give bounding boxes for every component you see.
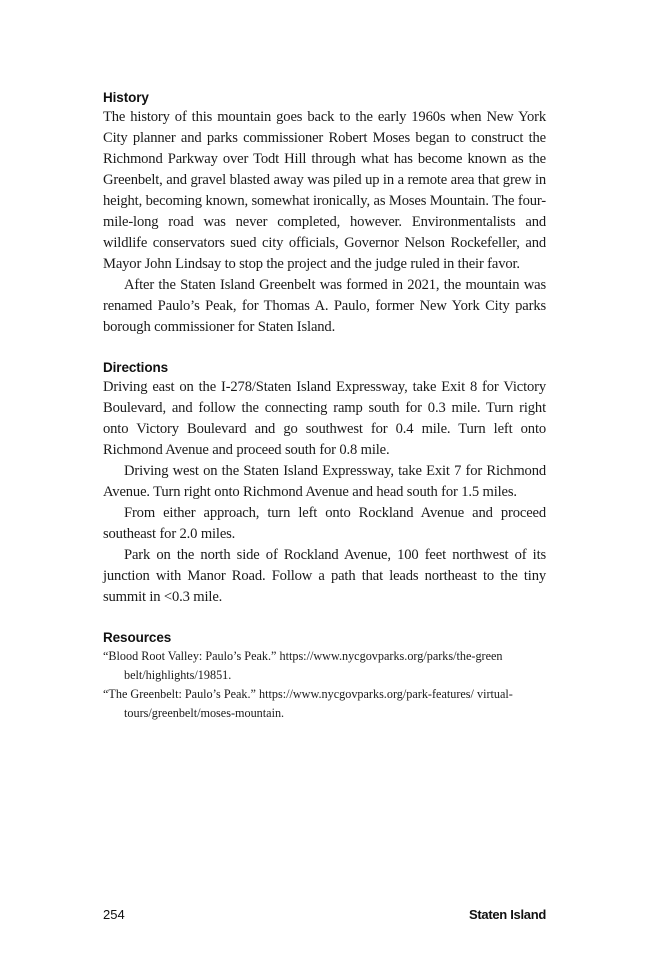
directions-heading: Directions — [103, 360, 169, 375]
directions-paragraph-2: Driving west on the Staten Island Expressway, take Exit 7 for Richmond Avenue. Turn right onto Richmond Avenue and head south for 1.5 miles. — [103, 463, 546, 500]
directions-section — [103, 359, 546, 608]
resource-item: “Blood Root Valley: Paulo’s Peak.” https://www.nycgovparks.org/parks/the-green belt/highlights/19851. — [103, 649, 503, 682]
page-number: 254 — [103, 907, 125, 922]
history-paragraph-2: After the Staten Island Greenbelt was formed in 2021, the mountain was renamed Paulo’s Peak, for Thomas A. Paulo, former New York City parks borough commissioner for Staten Island. — [103, 277, 546, 335]
history-heading: History — [103, 90, 149, 105]
resources-heading: Resources — [103, 630, 172, 645]
resources-section — [103, 629, 546, 723]
running-title: Staten Island — [468, 907, 546, 922]
page-content — [103, 89, 546, 744]
directions-paragraph-4: Park on the north side of Rockland Avenue, 100 feet northwest of its junction with Manor Road. Follow a path that leads northeast to the tiny summit in <0.3 mile. — [103, 547, 546, 605]
history-section — [103, 89, 546, 338]
resource-item: “The Greenbelt: Paulo’s Peak.” https://www.nycgovparks.org/park-features/ virtual-tours/greenbelt/moses-mountain. — [103, 687, 513, 720]
history-paragraph-1: The history of this mountain goes back to the early 1960s when New York City planner and parks commissioner Robert Moses began to construct the Richmond Parkway over Todt Hill through what has become known as the Greenbelt, and gravel blasted away was piled up in a remote area that grew in height, becoming known, somewhat ironically, as Moses Mountain. The four-mile-long road was never completed, however. Environmentalists and wildlife conservators sued city officials, Governor Nelson Rockefeller, and Mayor John Lindsay to stop the project and the judge ruled in their favor. — [103, 109, 546, 272]
directions-paragraph-3: From either approach, turn left onto Rockland Avenue and proceed southeast for 2.0 miles. — [103, 505, 546, 542]
directions-paragraph-1: Driving east on the I-278/Staten Island Expressway, take Exit 8 for Victory Boulevard, and follow the connecting ramp south for 0.3 mile. Turn right onto Victory Boulevard and go southwest for 0.4 mile. Turn left onto Richmond Avenue and proceed south for 0.8 mile. — [103, 379, 546, 458]
